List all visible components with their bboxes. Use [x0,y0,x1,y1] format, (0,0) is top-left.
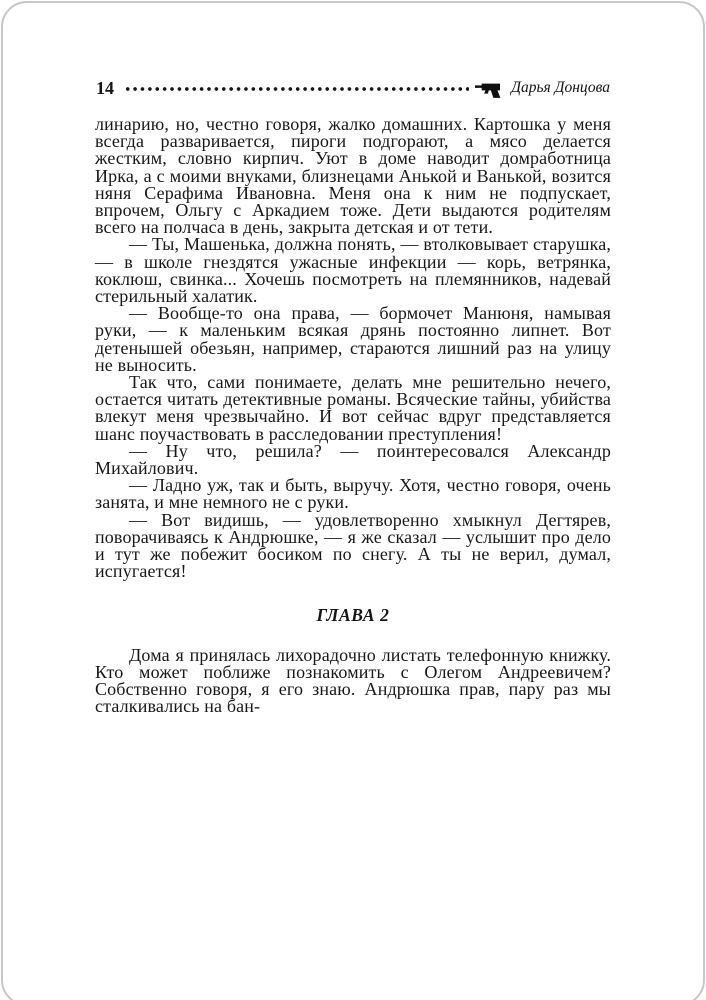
paragraph: Так что, сами понимаете, делать мне решительно нечего, остается читать детективные романы. Всяческие тайны, убийства влекут меня чрезвычайно. И вот сейчас вдруг представляется шанс поучаствовать в расследовании преступления! [95,372,611,444]
author-name: Дарья Донцова [511,79,610,96]
page-header [96,76,610,100]
paragraph-group-before-heading [95,116,611,580]
paragraph: — Ну что, решила? — поинтересовался Александр Михайлович. [95,440,611,479]
paragraph: Дома я принялась лихорадочно листать телефонную книжку. Кто может поближе познакомить с Олегом Андреевичем? Собственно говоря, я его знаю. Андрюшка прав, пару раз мы сталкивались на бан- [95,644,611,717]
paragraph: — Вот видишь, — удовлетворенно хмыкнул Дегтярев, поворачиваясь к Андрюшке, — я же сказал — услышит про дело и тут же побежит босиком по снегу. А ты не верил, думал, испугается! [95,509,611,582]
pistol-icon [475,80,505,99]
dotted-rule [124,86,469,92]
paragraph: — Ладно уж, так и быть, выручу. Хотя, честно говоря, очень занята, и мне немного не с руки. [95,475,611,513]
paragraph-group-after-heading [95,644,611,717]
paragraph: — Ты, Машенька, должна понять, — втолковывает старушка, — в школе гнездятся ужасные инфекции — корь, ветрянка, коклюш, свинка... Хочешь посмотреть на племянников, надевай стерильный халатик. [95,234,611,307]
chapter-heading: ГЛАВА 2 [316,605,390,626]
paragraph: линарию, но, честно говоря, жалко домашних. Картошка у меня всегда разваривается, пироги подгорают, а мясо делается жестким, словно кирпич. Уют в доме наводит домработница Ирка, а с моими внуками, близнецами Анькой и Ванькой, возится няня Серафима Ивановна. Меня она к ним не подпускает, впрочем, Ольгу с Аркадием тоже. Дети выдаются родителям всего на полчаса в день, закрыта детская и от тети. [95,114,611,238]
page-number: 14 [96,77,114,98]
text-column [95,116,611,716]
paragraph: — Вообще-то она права, — бормочет Манюня, намывая руки, — к маленьким всякая дрянь постоянно липнет. Вот детенышей обезьян, например, стараются лишний раз на улицу не выносить. [95,303,611,375]
